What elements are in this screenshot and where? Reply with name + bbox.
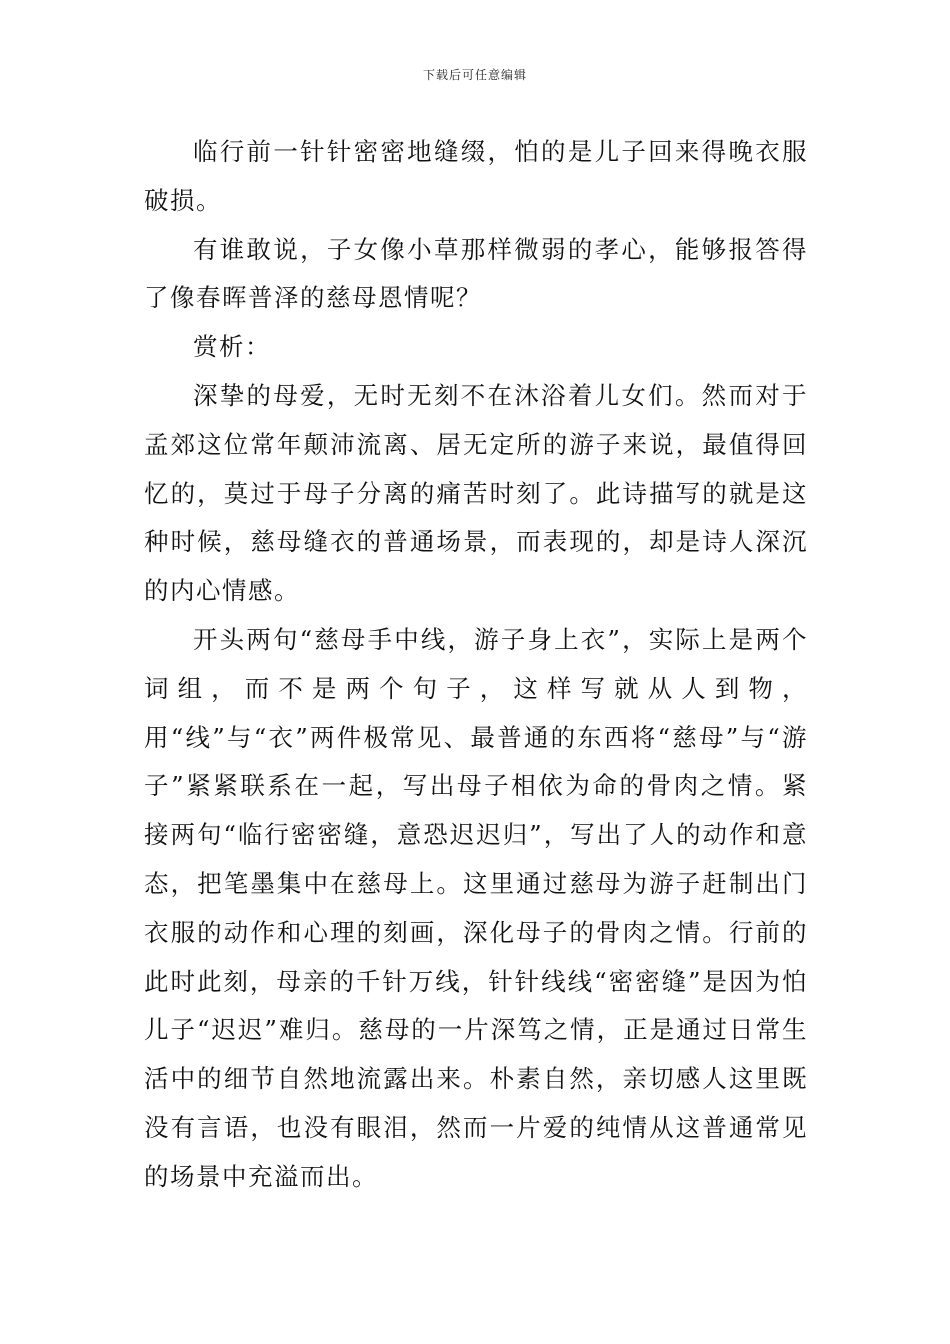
paragraph-appreciation-2: 开头两句“慈母手中线，游子身上衣”，实际上是两个词组，而不是两个句子，这样写就从人到物，用“线”与“衣”两件极常见、最普通的东西将“慈母”与“游子”紧紧联系在一起，写出母子相依为命的骨肉之情。紧接两句“临行密密缝，意恐迟迟归”，写出了人的动作和意态，把笔墨集中在慈母上。这里通过慈母为游子赶制出门衣服的动作和心理的刻画，深化母子的骨肉之情。行前的此时此刻，母亲的千针万线，针针线线“密密缝”是因为怕儿子“迟迟”难归。慈母的一片深笃之情，正是通过日常生活中的细节自然地流露出来。朴素自然，亲切感人这里既没有言语，也没有眼泪，然而一片爱的纯情从这普通常见的场景中充溢而出。 xyxy=(144,624,808,1191)
document-body xyxy=(144,128,808,1202)
paragraph-translation-1: 临行前一针针密密地缝缀，怕的是儿子回来得晚衣服破损。 xyxy=(144,137,808,215)
paragraph-translation-2: 有谁敢说，子女像小草那样微弱的孝心，能够报答得了像春晖普泽的慈母恩情呢？ xyxy=(144,234,808,313)
header-note: 下载后可任意编辑 xyxy=(422,68,527,82)
paragraph-appreciation-1: 深挚的母爱，无时无刻不在沐浴着儿女们。然而对于孟郊这位常年颠沛流离、居无定所的游子来说，最值得回忆的，莫过于母子分离的痛苦时刻了。此诗描写的就是这种时候，慈母缝衣的普通场景，而表现的，却是诗人深沉的内心情感。 xyxy=(144,380,808,606)
section-heading-appreciation: 赏析： xyxy=(193,332,271,362)
